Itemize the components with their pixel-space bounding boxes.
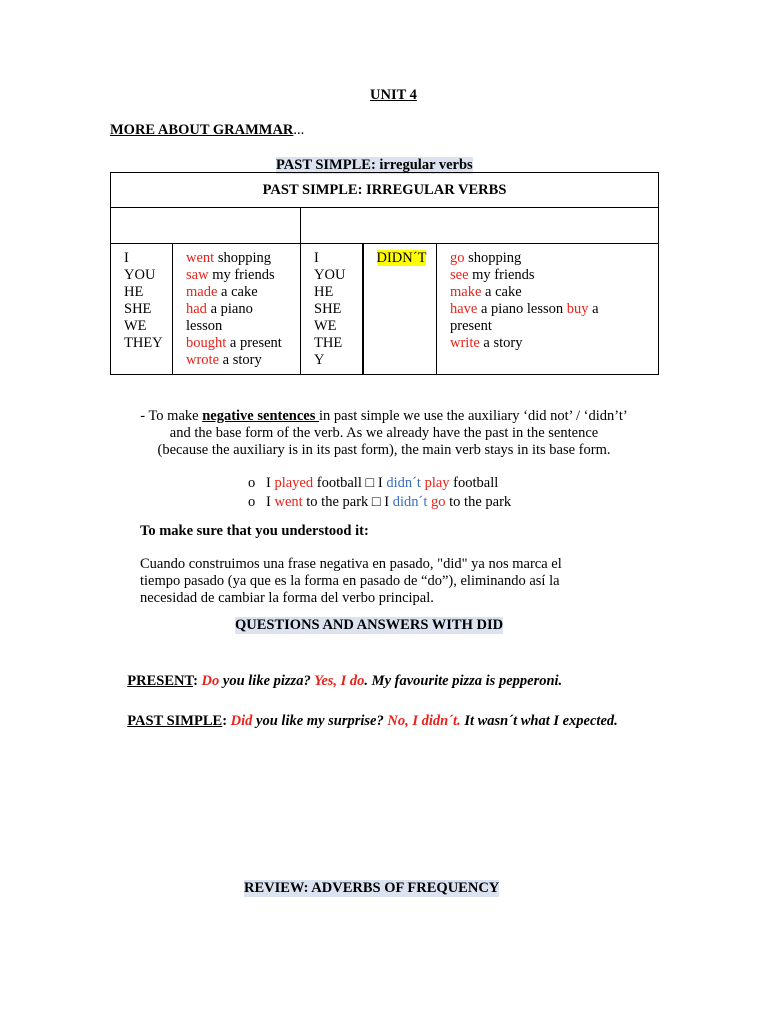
negative-aux: didn´t — [386, 475, 421, 491]
spanish-line: tiempo pasado (ya que es la forma en pasado de “do”), eliminando así la — [140, 573, 560, 589]
negative-lead: - To make — [140, 408, 203, 424]
base-rest: shopping — [464, 250, 522, 266]
past-colon: : — [222, 713, 231, 729]
pronoun: YOU — [314, 267, 346, 283]
example-bullet — [248, 493, 511, 512]
past-example — [120, 696, 618, 730]
past-rest: lesson — [186, 318, 223, 334]
past-verb: had — [186, 301, 207, 317]
spanish-line: necesidad de cambiar la forma del verbo principal. — [140, 590, 434, 606]
base-verb: buy — [566, 301, 589, 317]
past-verb: saw — [186, 267, 209, 283]
bullet-marker: o — [248, 494, 256, 510]
past-line — [186, 284, 300, 301]
base-verb: write — [450, 335, 480, 351]
pronoun-list-right — [301, 244, 362, 369]
past-rest: a present — [226, 335, 282, 351]
pronoun: THE — [314, 335, 343, 351]
past-rest: a story — [219, 352, 262, 368]
pronoun: HE — [314, 284, 334, 300]
negative-line-3: (because the auxiliary is in its past form), the main verb stays in its base form. — [157, 442, 611, 458]
table-empty-cell-right — [301, 208, 659, 244]
present-rest: . My favourite pizza is pepperoni. — [364, 673, 563, 689]
base-line — [450, 250, 658, 267]
base-verb: see — [450, 267, 469, 283]
base-line — [450, 284, 658, 301]
past-line — [186, 318, 300, 335]
negative-rest: in past simple we use the auxiliary ‘did not’ / ‘didn’t’ — [318, 408, 628, 424]
example-bullet — [248, 474, 511, 493]
pronoun: YOU — [124, 267, 156, 283]
text: to the park — [445, 494, 512, 510]
text: football □ I — [313, 475, 387, 491]
understood-heading: To make sure that you understood it: — [140, 523, 369, 539]
past-line — [186, 352, 300, 369]
base-line — [450, 267, 658, 284]
base-rest: a — [588, 301, 599, 317]
present-label: PRESENT — [127, 673, 194, 689]
present-example — [120, 656, 562, 690]
more-about-suffix: ... — [293, 122, 305, 138]
negative-line-2: and the base form of the verb. As we already have the past in the sentence — [169, 425, 599, 441]
base-rest: a story — [479, 335, 523, 351]
spanish-explanation — [140, 556, 562, 607]
base-verb: go — [450, 250, 465, 266]
base-rest: my friends — [468, 267, 535, 283]
past-question: you like my surprise? — [252, 713, 388, 729]
pronoun: SHE — [124, 301, 152, 317]
pronoun: I — [314, 250, 319, 266]
example-bullets — [248, 474, 511, 512]
past-answer: No, I didn´t. — [387, 713, 461, 729]
past-line — [186, 250, 300, 267]
base-line: present — [450, 318, 492, 334]
past-rest: a cake — [217, 284, 258, 300]
past-verb: went — [186, 250, 215, 266]
past-rest: shopping — [214, 250, 271, 266]
past-verb: made — [186, 284, 218, 300]
past-aux: Did — [230, 713, 253, 729]
base-line — [450, 301, 658, 318]
text: I — [266, 494, 275, 510]
pronoun: I — [124, 250, 129, 266]
text: to the park □ I — [302, 494, 393, 510]
past-rest: my friends — [208, 267, 275, 283]
negative-line-1 — [110, 408, 658, 425]
pronoun-column-right — [301, 244, 363, 375]
base-line — [450, 335, 658, 352]
bullet-marker: o — [248, 475, 256, 491]
past-verb-column — [173, 244, 301, 375]
base-verb-column — [437, 244, 659, 375]
pronoun: THEY — [124, 335, 163, 351]
past-rest: a piano — [206, 301, 253, 317]
present-colon: : — [193, 673, 202, 689]
base-verb: have — [450, 301, 478, 317]
past-verb: went — [274, 494, 303, 510]
past-verb: played — [274, 475, 314, 491]
section-title-more-about-grammar — [110, 122, 304, 139]
negative-explanation — [110, 408, 658, 459]
present-aux: Do — [201, 673, 220, 689]
table-header: PAST SIMPLE: IRREGULAR VERBS — [111, 173, 659, 208]
past-line — [186, 301, 300, 318]
spanish-line: Cuando construimos una frase negativa en pasado, "did" ya nos marca el — [140, 556, 562, 572]
pronoun: WE — [314, 318, 337, 334]
base-verb: play — [424, 475, 450, 491]
base-verb-list — [437, 244, 658, 352]
review-heading: REVIEW: ADVERBS OF FREQUENCY — [244, 880, 500, 896]
pronoun: Y — [314, 352, 325, 368]
unit-title: UNIT 4 — [370, 87, 417, 103]
pronoun-column — [111, 244, 173, 375]
present-answer: Yes, I do — [314, 673, 365, 689]
past-line — [186, 335, 300, 352]
text: I — [266, 475, 275, 491]
base-rest: a cake — [481, 284, 522, 300]
past-verb-list — [173, 244, 300, 369]
irregular-verbs-table — [110, 172, 659, 375]
base-rest: a piano lesson — [477, 301, 567, 317]
more-about-title: MORE ABOUT GRAMMAR — [110, 122, 294, 138]
past-rest: It wasn´t what I expected. — [460, 713, 618, 729]
qa-heading: QUESTIONS AND ANSWERS WITH DID — [235, 617, 504, 633]
base-verb: make — [450, 284, 482, 300]
negative-aux: didn´t — [392, 494, 428, 510]
didnt-column — [363, 244, 437, 375]
past-simple-heading: PAST SIMPLE: irregular verbs — [276, 157, 473, 173]
pronoun: WE — [124, 318, 147, 334]
past-line — [186, 267, 300, 284]
base-verb: go — [431, 494, 446, 510]
pronoun-list — [111, 244, 172, 352]
table-empty-cell-left — [111, 208, 301, 244]
text: football — [449, 475, 499, 491]
pronoun: SHE — [314, 301, 342, 317]
present-question: you like pizza? — [219, 673, 315, 689]
pronoun: HE — [124, 284, 144, 300]
negative-bold: negative sentences — [202, 408, 319, 424]
past-label: PAST SIMPLE — [127, 713, 223, 729]
past-verb: wrote — [186, 352, 220, 368]
didnt-label: DIDN´T — [376, 250, 427, 266]
past-verb: bought — [186, 335, 227, 351]
